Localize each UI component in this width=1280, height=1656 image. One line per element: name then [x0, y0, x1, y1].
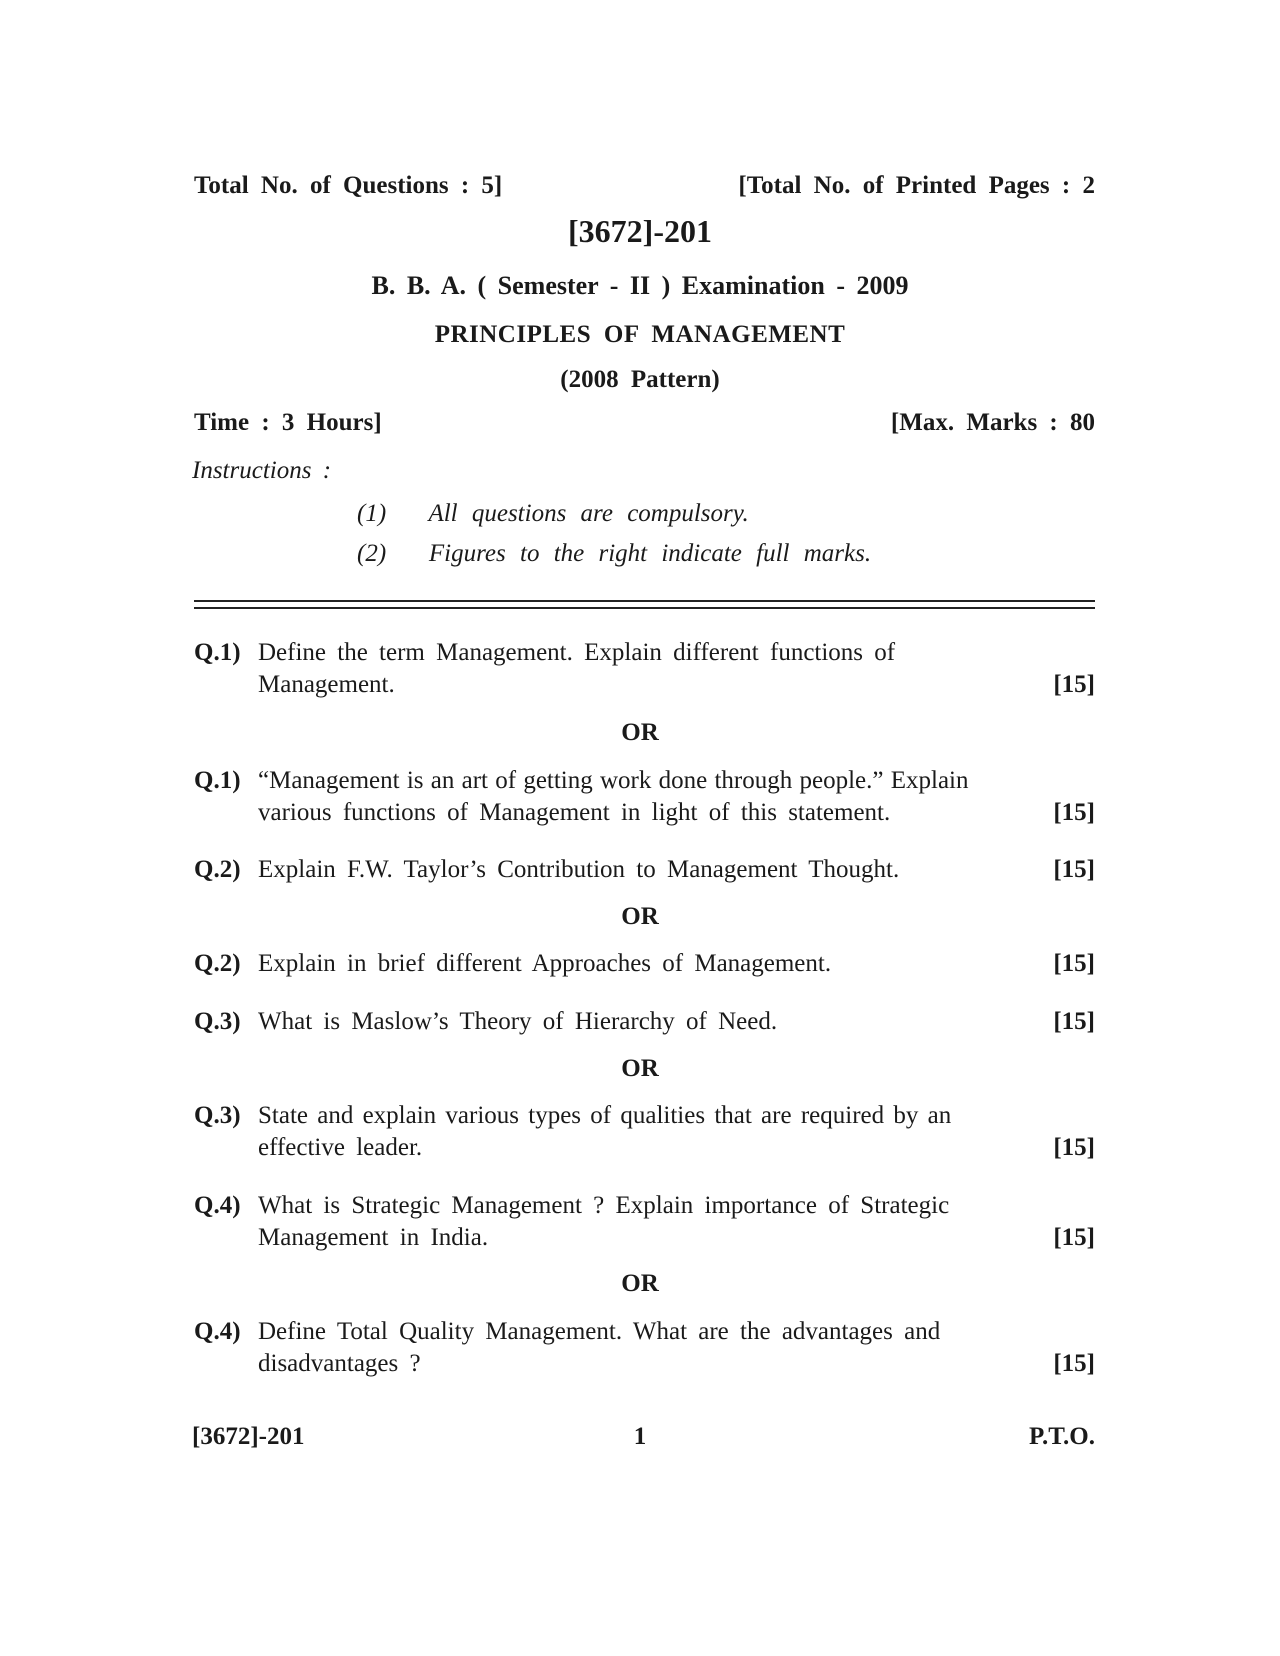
or-separator: OR: [621, 1270, 659, 1297]
question-marks: [15]: [1053, 671, 1095, 698]
max-marks: [Max. Marks : 80: [890, 409, 1095, 436]
question-text: Management.: [258, 671, 395, 698]
question-number: Q.3): [194, 1102, 241, 1129]
question-marks: [15]: [1053, 1134, 1095, 1161]
instruction-item: (1) All questions are compulsory.: [357, 500, 749, 527]
question-number: Q.2): [194, 856, 241, 883]
question-text: effective leader.: [258, 1134, 423, 1161]
question-marks: [15]: [1053, 1224, 1095, 1251]
question-text: various functions of Management in light of this statement.: [258, 799, 891, 826]
divider-line: [194, 600, 1095, 602]
or-separator: OR: [621, 719, 659, 746]
question-number: Q.1): [194, 639, 241, 666]
or-separator: OR: [621, 903, 659, 930]
total-printed-pages: [Total No. of Printed Pages : 2: [738, 172, 1095, 199]
question-marks: [15]: [1053, 1008, 1095, 1035]
subject-title: PRINCIPLES OF MANAGEMENT: [434, 321, 846, 348]
instructions-heading: Instructions :: [192, 457, 332, 484]
question-text: Explain F.W. Taylor’s Contribution to Management Thought.: [258, 856, 900, 883]
question-text: Explain in brief different Approaches of Management.: [258, 950, 832, 977]
pattern-label: (2008 Pattern): [560, 366, 720, 393]
exam-title: B. B. A. ( Semester - II ) Examination - 2009: [371, 271, 909, 300]
question-number: Q.3): [194, 1008, 241, 1035]
question-text: Define the term Management. Explain different functions of: [258, 639, 896, 666]
or-separator: OR: [621, 1055, 659, 1082]
question-marks: [15]: [1053, 1350, 1095, 1377]
question-number: Q.1): [194, 767, 241, 794]
paper-code: [3672]-201: [568, 213, 712, 249]
question-text: What is Strategic Management ? Explain importance of Strategic: [258, 1192, 950, 1219]
page-number: 1: [633, 1423, 647, 1450]
time-allowed: Time : 3 Hours]: [194, 409, 382, 436]
question-text: What is Maslow’s Theory of Hierarchy of Need.: [258, 1008, 778, 1035]
question-marks: [15]: [1053, 856, 1095, 883]
question-number: Q.4): [194, 1318, 241, 1345]
question-number: Q.4): [194, 1192, 241, 1219]
question-marks: [15]: [1053, 799, 1095, 826]
question-text: Management in India.: [258, 1224, 489, 1251]
question-text: State and explain various types of qualities that are required by an: [258, 1102, 952, 1129]
question-text: “Management is an art of getting work done through people.” Explain: [258, 767, 969, 794]
question-number: Q.2): [194, 950, 241, 977]
total-questions: Total No. of Questions : 5]: [194, 172, 503, 199]
divider-line: [194, 607, 1095, 609]
question-marks: [15]: [1053, 950, 1095, 977]
question-text: Define Total Quality Management. What are the advantages and: [258, 1318, 941, 1345]
instruction-item: (2) Figures to the right indicate full marks.: [357, 540, 872, 567]
please-turn-over: P.T.O.: [1029, 1423, 1095, 1450]
question-text: disadvantages ?: [258, 1350, 421, 1377]
footer-paper-code: [3672]-201: [192, 1423, 305, 1450]
